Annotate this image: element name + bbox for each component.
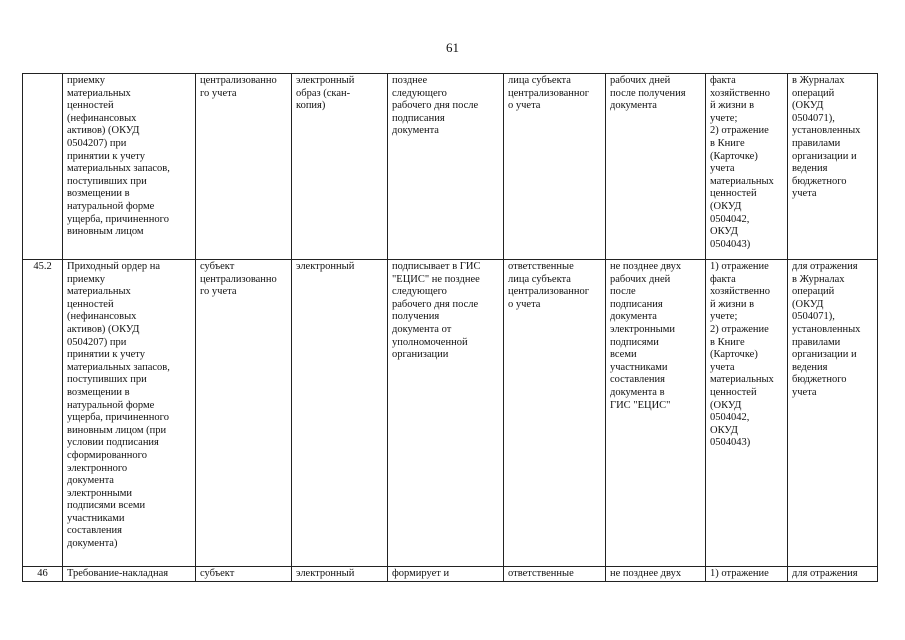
page-number: 61 xyxy=(446,40,459,55)
responsible-cell: ответственные лица субъекта централизованног о учета xyxy=(504,260,606,567)
purpose-cell: для отражения в Журналах операций (ОКУД 0504071), установленных правилами организации и ведения бюджетного учета xyxy=(788,260,878,567)
document-name-cell: Приходный ордер на приемку материальных ценностей (нефинансовых активов) (ОКУД 0504207) при принятии к учету материальных запасов, поступивших при возмещении в натуральной форме ущерба, причиненного виновным лицом (при условии подписания сформированного электронного документа электронными подписями всеми участниками составления документа) xyxy=(63,260,196,567)
term-cell: рабочих дней после получения документа xyxy=(606,74,706,260)
deadline-cell: подписывает в ГИС "ЕЦИС" не позднее следующего рабочего дня после получения документа от уполномоченной организации xyxy=(388,260,504,567)
row-number-cell: 46 xyxy=(23,567,63,582)
deadline-cell: позднее следующего рабочего дня после подписания документа xyxy=(388,74,504,260)
creator-cell: субъект xyxy=(196,567,292,582)
document-table xyxy=(22,73,878,582)
action-cell: 1) отражение xyxy=(706,567,788,582)
term-cell: не позднее двух xyxy=(606,567,706,582)
document-name-cell: Требование-накладная xyxy=(63,567,196,582)
creator-cell: централизованно го учета xyxy=(196,74,292,260)
term-cell: не позднее двух рабочих дней после подписания документа электронными подписями всеми участниками составления документа в ГИС "ЕЦИС" xyxy=(606,260,706,567)
deadline-cell: формирует и xyxy=(388,567,504,582)
document-name-cell: приемку материальных ценностей (нефинансовых активов) (ОКУД 0504207) при принятии к учету материальных запасов, поступивших при возмещении в натуральной форме ущерба, причиненного виновным лицом xyxy=(63,74,196,260)
action-cell: факта хозяйственно й жизни в учете; 2) отражение в Книге (Карточке) учета материальных ценностей (ОКУД 0504042, ОКУД 0504043) xyxy=(706,74,788,260)
row-number-cell: 45.2 xyxy=(23,260,63,567)
row-number-cell xyxy=(23,74,63,260)
format-cell: электронный образ (скан- копия) xyxy=(292,74,388,260)
purpose-cell: для отражения xyxy=(788,567,878,582)
format-cell: электронный xyxy=(292,567,388,582)
responsible-cell: ответственные xyxy=(504,567,606,582)
responsible-cell: лица субъекта централизованног о учета xyxy=(504,74,606,260)
table-row xyxy=(23,260,878,567)
format-cell: электронный xyxy=(292,260,388,567)
table-row xyxy=(23,74,878,260)
action-cell: 1) отражение факта хозяйственно й жизни в учете; 2) отражение в Книге (Карточке) учета материальных ценностей (ОКУД 0504042, ОКУД 0504043) xyxy=(706,260,788,567)
purpose-cell: в Журналах операций (ОКУД 0504071), установленных правилами организации и ведения бюджетного учета xyxy=(788,74,878,260)
creator-cell: субъект централизованно го учета xyxy=(196,260,292,567)
table-row xyxy=(23,567,878,582)
